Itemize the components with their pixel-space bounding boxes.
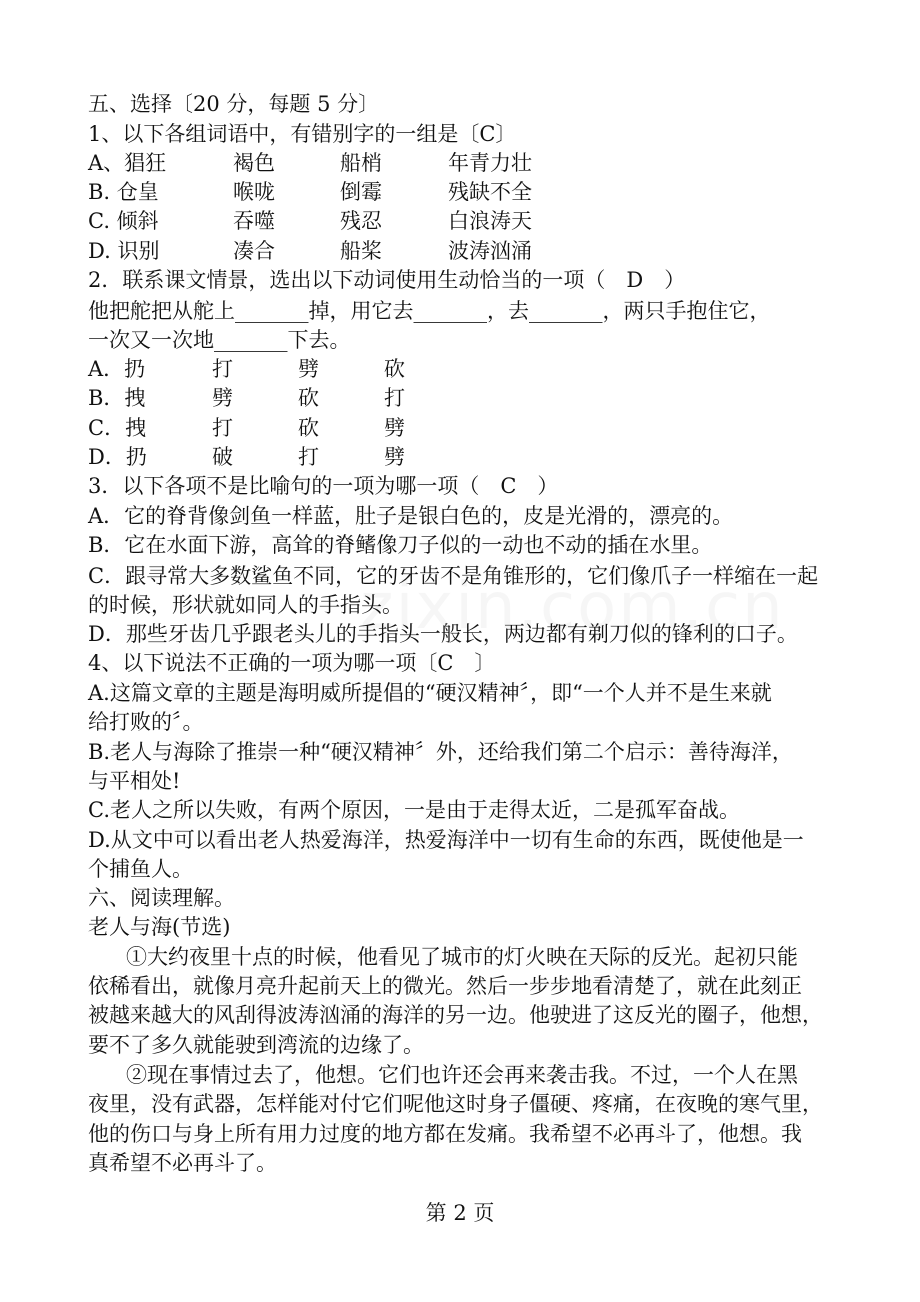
q1-option-b-col1: B. 仓皇 xyxy=(88,180,159,204)
q4-option-b-line-1: B.老人与海除了推崇一种“硬汉精神〞外，还给我们第二个启示：善待海洋， xyxy=(88,740,793,764)
q4-option-a-line-1: A.这篇文章的主题是海明威所提倡的“硬汉精神〞，即“一个人并不是生来就 xyxy=(88,681,772,705)
q2-option-b-col4: 打 xyxy=(384,386,405,410)
section-5-heading: 五、选择〔20 分，每题 5 分〕 xyxy=(88,92,380,116)
paragraph-1-line-4: 要不了多久就能驶到湾流的边缘了。 xyxy=(88,1033,424,1057)
q1-option-c-col4: 白浪涛天 xyxy=(448,209,532,233)
q2-sentence-line-2: 一次又一次地_______下去。 xyxy=(88,328,351,352)
q2-option-a-col2: 打 xyxy=(212,357,233,381)
q1-option-a-col3: 船梢 xyxy=(340,151,382,175)
q2-option-c-col1: C．拽 xyxy=(88,416,147,440)
q1-option-c-col2: 吞噬 xyxy=(233,209,275,233)
q2-option-d xyxy=(88,443,405,471)
q2-option-a-col3: 劈 xyxy=(298,357,319,381)
q2-option-d-col4: 劈 xyxy=(384,445,405,469)
q1-option-b-col4: 残缺不全 xyxy=(448,180,532,204)
paragraph-2-line-1: ②现在事情过去了，他想。它们也许还会再来袭击我。不过，一个人在黑 xyxy=(126,1063,798,1087)
q2-option-b xyxy=(88,384,405,412)
q3-stem: 3．以下各项不是比喻句的一项为哪一项（ C ） xyxy=(88,474,559,498)
q1-option-d-col3: 船桨 xyxy=(340,239,382,263)
page-number: 第 2 页 xyxy=(425,1201,495,1225)
q2-option-d-col3: 打 xyxy=(298,445,319,469)
q3-option-d: D．那些牙齿几乎跟老头儿的手指头一般长，两边都有剃刀似的锋利的口子。 xyxy=(88,622,798,646)
paragraph-2-line-4: 真希望不必再斗了。 xyxy=(88,1151,277,1175)
q1-option-a-col2: 褐色 xyxy=(233,151,275,175)
q2-option-b-col2: 劈 xyxy=(212,386,233,410)
q1-option-b xyxy=(88,178,532,206)
q4-option-b-line-2: 与平相处! xyxy=(88,769,181,793)
q2-option-c-col2: 打 xyxy=(212,416,233,440)
q4-option-a-line-2: 给打败的〞。 xyxy=(88,710,204,734)
q2-option-c-col4: 劈 xyxy=(384,416,405,440)
q1-option-a-col4: 年青力壮 xyxy=(448,151,532,175)
q2-stem: 2．联系课文情景，选出以下动词使用生动恰当的一项（ D ） xyxy=(88,268,686,292)
q4-option-d-line-2: 个捕鱼人。 xyxy=(88,857,193,881)
paragraph-1-line-3: 被越来越大的风刮得波涛汹涌的海洋的另一边。他驶进了这反光的圈子，他想， xyxy=(88,1003,823,1027)
q2-option-a-col1: A．扔 xyxy=(88,357,146,381)
q3-option-b: B．它在水面下游，高耸的脊鳍像刀子似的一动也不动的插在水里。 xyxy=(88,533,713,557)
q1-option-b-col2: 喉咙 xyxy=(233,180,275,204)
q1-option-c-col1: C. 倾斜 xyxy=(88,209,159,233)
section-6-heading: 六、阅读理解。 xyxy=(88,886,235,910)
q3-option-c-line-1: C．跟寻常大多数鲨鱼不同，它的牙齿不是角锥形的，它们像爪子一样缩在一起 xyxy=(88,564,819,588)
paragraph-1-line-2: 依稀看出，就像月亮升起前天上的微光。然后一步步地看清楚了，就在此刻正 xyxy=(88,974,802,998)
q2-option-c-col3: 砍 xyxy=(298,416,319,440)
q2-option-d-col1: D．扔 xyxy=(88,445,147,469)
q2-option-b-col1: B．拽 xyxy=(88,386,146,410)
q1-option-d xyxy=(88,237,532,265)
reading-title: 老人与海(节选) xyxy=(88,915,231,939)
q4-option-c: C.老人之所以失败，有两个原因，一是由于走得太近，二是孤军奋战。 xyxy=(88,798,740,822)
q2-option-c xyxy=(88,414,405,442)
q2-option-a-col4: 砍 xyxy=(384,357,405,381)
q2-sentence-line-1: 他把舵把从舵上_______掉，用它去_______，去_______，两只手抱住它， xyxy=(88,299,771,323)
paragraph-2-line-3: 他的伤口与身上所有用力过度的地方都在发痛。我希望不必再斗了，他想。我 xyxy=(88,1122,802,1146)
paragraph-1-line-1: ①大约夜里十点的时候，他看见了城市的灯火映在天际的反光。起初只能 xyxy=(126,945,798,969)
q1-option-a xyxy=(88,149,532,177)
q1-option-c xyxy=(88,207,532,235)
paragraph-2-line-2: 夜里，没有武器，怎样能对付它们呢他这时身子僵硬、疼痛，在夜晚的寒气里， xyxy=(88,1092,823,1116)
q3-option-a: A．它的脊背像剑鱼一样蓝，肚子是银白色的，皮是光滑的，漂亮的。 xyxy=(88,504,734,528)
q4-option-d-line-1: D.从文中可以看出老人热爱海洋，热爱海洋中一切有生命的东西，既使他是一 xyxy=(88,828,804,852)
q1-option-d-col2: 凑合 xyxy=(233,239,275,263)
q4-stem: 4、以下说法不正确的一项为哪一项〔C 〕 xyxy=(88,651,496,675)
q1-option-b-col3: 倒霉 xyxy=(340,180,382,204)
q1-option-a-col1: A、猖狂 xyxy=(88,151,167,175)
q1-option-d-col1: D. 识别 xyxy=(88,239,160,263)
q3-option-c-line-2: 的时候，形状就如同人的手指头。 xyxy=(88,593,403,617)
q1-option-d-col4: 波涛汹涌 xyxy=(448,239,532,263)
q2-option-b-col3: 砍 xyxy=(298,386,319,410)
q1-stem: 1、以下各组词语中，有错别字的一组是〔C〕 xyxy=(88,122,517,146)
q2-option-a xyxy=(88,355,405,383)
q1-option-c-col3: 残忍 xyxy=(340,209,382,233)
q2-option-d-col2: 破 xyxy=(212,445,233,469)
